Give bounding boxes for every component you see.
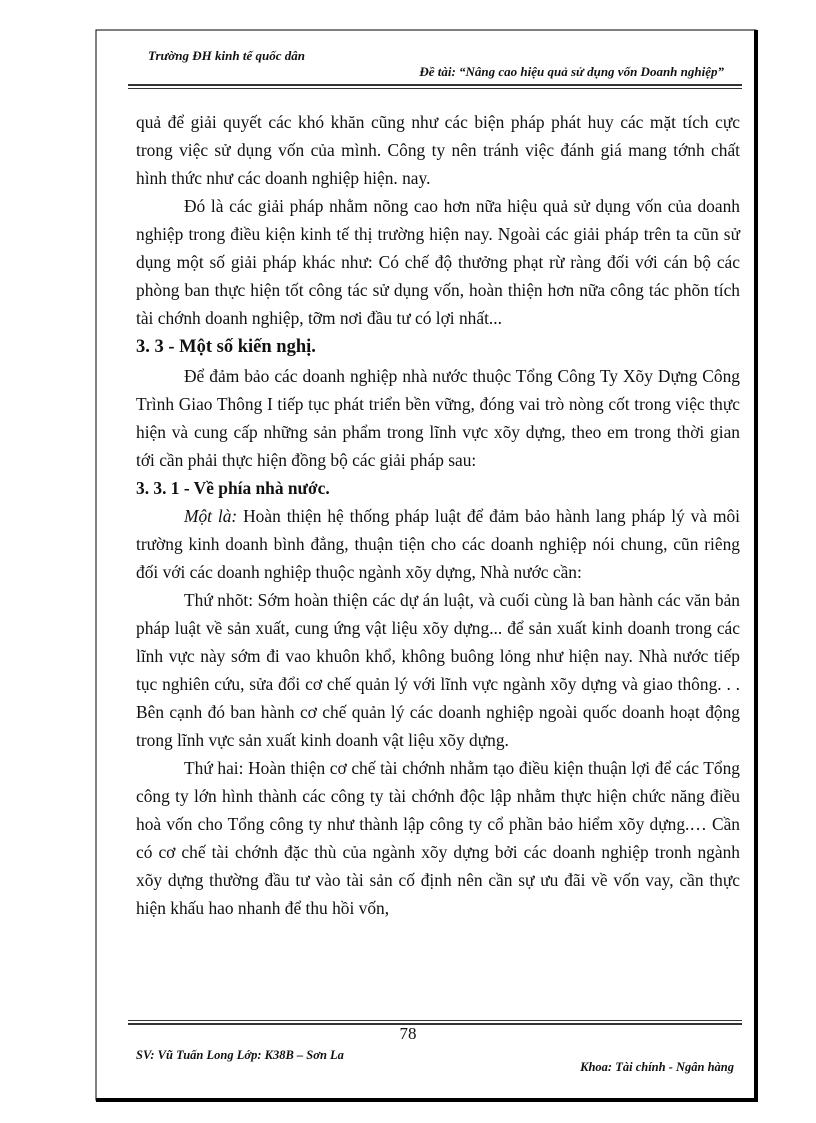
- header-rule: [128, 84, 742, 91]
- page-number: 78: [399, 1024, 417, 1043]
- paragraph-4: [136, 502, 740, 586]
- paragraph-2: Đó là các giải pháp nhằm nõng cao hơn nữa hiệu quả sử dụng vốn của doanh nghiệp trong điều kiện kinh tế thị trường hiện nay. Ngoài các giải pháp trên ta cũn sử dụng một số giải pháp khác như: Có chế độ thưởng phạt rừ ràng đối với cán bộ các phòng ban thực hiện tốt công tác sử dụng vốn, hoàn thiện hơn nữa công tác phõn tích tài chớnh doanh nghiệp, tỡm nơi đầu tư có lợi nhất...: [136, 196, 740, 328]
- subsection-heading-3-3-1: 3. 3. 1 - Về phía nhà nước.: [136, 478, 330, 498]
- header-school-name: Trường ĐH kinh tế quốc dân: [148, 48, 305, 63]
- header-topic-title: Đề tài: “Nâng cao hiệu quả sử dụng vốn Doanh nghiệp”: [419, 64, 724, 79]
- paragraph-4-lead: Một là:: [184, 506, 238, 526]
- footer-faculty: Khoa: Tài chính - Ngân hàng: [580, 1060, 734, 1074]
- section-heading-3-3: 3. 3 - Một số kiến nghị.: [136, 337, 316, 357]
- paragraph-6: Thứ hai: Hoàn thiện cơ chế tài chớnh nhằm tạo điều kiện thuận lợi để các Tổng công ty lớn hình thành các công ty tài chớnh độc lập nhằm thực hiện chức năng điều hoà vốn cho Tổng công ty như thành lập công ty cổ phần bảo hiểm xõy dựng.… Cần có cơ chế tài chớnh đặc thù của ngành xõy dựng bởi các doanh nghiệp tronh ngành xõy dựng thường đầu tư vào tài sản cố định nên cần sự ưu đãi về vốn vay, cần thực hiện khấu hao nhanh để thu hồi vốn,: [136, 758, 740, 918]
- paragraph-1: quả để giải quyết các khó khăn cũng như các biện pháp phát huy các mặt tích cực trong việc sử dụng vốn của mình. Công ty nên tránh việc đánh giá mang tớnh chất hình thức như các doanh nghiệp hiện. nay.: [136, 112, 740, 188]
- document-body: [136, 108, 740, 922]
- paragraph-5: Thứ nhõt: Sớm hoàn thiện các dự án luật, và cuối cùng là ban hành các văn bản pháp luật về sản xuất, cung ứng vật liệu xõy dựng... để sản xuất kinh doanh trong các lĩnh vực này sớm đi vao khuôn khổ, không buông lỏng như hiện nay. Nhà nước tiếp tục nghiên cứu, sửa đổi cơ chế quản lý với lĩnh vực ngành xõy dựng và giao thông. . . Bên cạnh đó ban hành cơ chế quản lý các doanh nghiệp ngoài quốc doanh hoạt động trong lĩnh vực sản xuất kinh doanh vật liệu xõy dựng.: [136, 590, 740, 750]
- footer-student-info: SV: Vũ Tuấn Long Lớp: K38B – Sơn La: [136, 1048, 344, 1062]
- paragraph-3: Để đảm bảo các doanh nghiệp nhà nước thuộc Tổng Công Ty Xõy Dựng Công Trình Giao Thông I tiếp tục phát triển bền vững, đóng vai trò nòng cốt trong việc thực hiện và cung cấp những sản phẩm trong lĩnh vực xõy dựng, theo em trong thời gian tới cần phải thực hiện đồng bộ các giải pháp sau:: [136, 366, 740, 470]
- paragraph-4-text: Hoàn thiện hệ thống pháp luật để đảm bảo hành lang pháp lý và môi trường kinh doanh bình đẳng, thuận tiện cho các doanh nghiệp nói chung, cũn riêng đối với các doanh nghiệp thuộc ngành xõy dựng, Nhà nước cần:: [136, 506, 740, 582]
